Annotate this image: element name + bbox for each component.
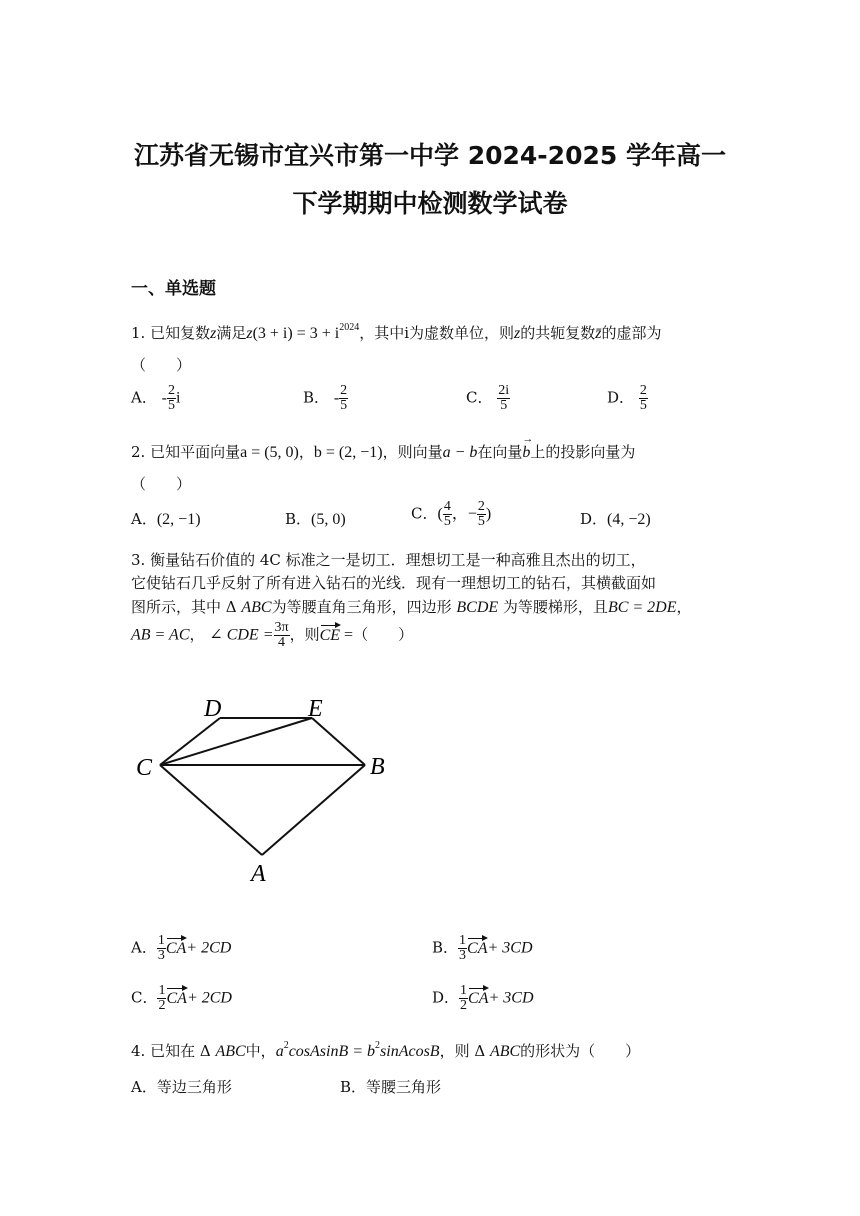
- q3-option-a-label: A．: [131, 938, 157, 957]
- q4-option-a[interactable]: [131, 1076, 232, 1097]
- q3-line4-c: =: [340, 626, 354, 644]
- question-4-stem: [131, 1040, 640, 1061]
- q3-option-c[interactable]: [131, 984, 232, 1013]
- q2-blank: （ ）: [131, 475, 192, 493]
- q4-prefix: 4. 已知在 Δ: [131, 1042, 216, 1060]
- q3-ce-vector: CE: [319, 626, 341, 644]
- label-c: C: [136, 755, 153, 781]
- q2-option-b-label: B．: [285, 510, 312, 528]
- label-a: A: [251, 861, 266, 887]
- q3-option-d-tail: + 3CD: [488, 989, 534, 1007]
- q2-option-c-den1: 5: [443, 514, 451, 529]
- q3-option-b-fraction: [458, 934, 467, 963]
- q3-option-a-fraction: [157, 934, 166, 963]
- q2-option-c-close: ): [485, 505, 492, 523]
- q1-option-c-num: 2i: [498, 383, 510, 398]
- q4-abc: ABC: [215, 1043, 246, 1060]
- section-heading: 一、单选题: [131, 279, 216, 299]
- q1-option-d-label: D．: [607, 388, 635, 407]
- q4-eq-tail: sinAcosB: [380, 1043, 440, 1060]
- q1-option-d[interactable]: [607, 384, 648, 413]
- edge-cd: [160, 718, 220, 765]
- q1-option-b-den: 5: [340, 398, 348, 413]
- q3-option-b-label: B．: [432, 938, 459, 957]
- q1-option-b-sign: -: [333, 389, 340, 407]
- q2-a-eq: a = (5, 0): [240, 444, 299, 461]
- q3-line3-d: ，: [676, 598, 692, 616]
- q1-eq-paren: (3 + i) = 3 + i: [252, 325, 340, 342]
- q1-option-a-sign: -: [161, 389, 167, 407]
- q3-option-d-num: 1: [460, 983, 468, 998]
- q4-option-a-text: 等边三角形: [156, 1078, 232, 1096]
- q1-option-a-den: 5: [167, 398, 175, 413]
- q3-option-d-fraction: [459, 984, 468, 1013]
- q2-option-a-value: (2, −1): [156, 511, 201, 528]
- q2-mid2: 在向量: [477, 443, 523, 461]
- q3-option-d-den: 2: [460, 998, 468, 1013]
- q2-mid: ，则向量: [382, 443, 443, 461]
- q3-option-b[interactable]: [432, 934, 533, 963]
- q2-option-c-fraction-2: [477, 500, 486, 529]
- q3-line3-a: 图所示，其中 Δ: [131, 598, 242, 616]
- q2-option-b[interactable]: [285, 508, 346, 529]
- q2-option-b-value: (5, 0): [311, 511, 346, 528]
- q1-z: z: [210, 325, 217, 342]
- q4-option-a-label: A．: [131, 1078, 157, 1096]
- q1-prefix: 1. 已知复数: [131, 324, 211, 342]
- q4-option-b-label: B．: [340, 1078, 367, 1096]
- q3-option-a[interactable]: [131, 934, 231, 963]
- label-d: D: [204, 696, 222, 722]
- q3-option-b-num: 1: [459, 933, 467, 948]
- q2-option-c-fraction-1: [443, 500, 452, 529]
- q1-eq-z: z: [246, 325, 253, 342]
- q1-blank: （ ）: [131, 356, 192, 374]
- q3-line2: 它使钻石几乎反射了所有进入钻石的光线．现有一理想切工的钻石，其横截面如: [131, 574, 657, 592]
- q1-option-a-num: 2: [167, 383, 175, 398]
- label-b: B: [370, 754, 385, 780]
- q1-tail: 的虚部为: [601, 324, 662, 342]
- q4-mid: 中，: [245, 1042, 276, 1060]
- q3-angle-fraction: [274, 621, 290, 650]
- q1-mid: ，其中i为虚数单位，则: [359, 324, 515, 342]
- edge-ab: [262, 765, 365, 855]
- q4-abc2: ABC: [489, 1043, 521, 1060]
- q1-cond: 满足: [216, 324, 247, 342]
- q1-option-b[interactable]: [303, 384, 348, 413]
- q1-eq-exp: 2024: [339, 322, 360, 333]
- q2-option-d-value: (4, −2): [607, 511, 651, 528]
- q2-option-a[interactable]: [131, 508, 201, 529]
- q2-option-c-num2: 2: [477, 499, 485, 514]
- q3-option-b-den: 3: [459, 948, 467, 963]
- q4-tail: 的形状为（ ）: [520, 1042, 641, 1060]
- edge-ce: [160, 718, 312, 765]
- q3-option-d-label: D．: [432, 988, 460, 1007]
- q2-option-c-open: (: [437, 505, 443, 523]
- q3-line3: [131, 596, 692, 617]
- q1-option-b-num: 2: [340, 383, 348, 398]
- q3-option-d[interactable]: [432, 984, 534, 1013]
- q2-option-c-sep: ，−: [451, 505, 477, 523]
- q1-option-a-label: A．: [131, 388, 157, 407]
- q1-option-a[interactable]: [131, 384, 180, 413]
- q1-mid2: 的共轭复数: [520, 324, 596, 342]
- q3-option-d-vector: CA: [468, 989, 489, 1007]
- q4-mid2: ，则 Δ: [439, 1042, 490, 1060]
- q2-option-d[interactable]: [580, 508, 651, 529]
- q2-option-c-label: C．: [411, 504, 438, 523]
- q3-ab-eq: AB = AC: [131, 626, 190, 644]
- q3-blank: （ ）: [353, 625, 414, 644]
- q2-prefix: 2. 已知平面向量: [131, 443, 241, 461]
- q1-option-b-label: B．: [303, 388, 330, 407]
- edge-ca: [160, 765, 262, 855]
- q3-line1: 3. 衡量钻石价值的 4C 标准之一是切工．理想切工是一种高雅且杰出的切工，: [131, 551, 646, 569]
- q3-option-b-vector: CA: [467, 939, 488, 957]
- q3-line3-c: 为等腰梯形，且: [498, 598, 608, 616]
- q2-b-vector: → b: [522, 444, 530, 462]
- q4-eq-mid: cosAsinB = b: [288, 1043, 376, 1060]
- q4-option-b[interactable]: [340, 1076, 441, 1097]
- q3-angle-num: 3π: [274, 620, 289, 635]
- q4-eq-sup1: 2: [283, 1040, 289, 1051]
- q2-tail: 上的投影向量为: [530, 443, 636, 461]
- q2-option-c-num1: 4: [443, 499, 451, 514]
- q3-option-b-tail: + 3CD: [487, 939, 533, 957]
- q2-option-a-label: A．: [131, 510, 157, 528]
- q3-option-c-num: 1: [158, 983, 166, 998]
- q3-option-a-tail: + 2CD: [186, 939, 232, 957]
- q3-angle: ∠ CDE =: [209, 626, 274, 644]
- q3-option-c-tail: + 2CD: [186, 989, 232, 1007]
- q1-z2: z: [514, 325, 521, 342]
- q2-amb: a − b: [442, 444, 478, 461]
- q1-zbar: z̄: [595, 325, 602, 342]
- q3-bc-eq: BC = 2DE: [607, 599, 677, 616]
- q3-line3-b: 为等腰直角三角形，四边形: [271, 598, 457, 616]
- q1-option-b-fraction: [339, 384, 348, 413]
- q1-option-a-i: i: [175, 389, 181, 407]
- q3-option-c-vector: CA: [166, 989, 187, 1007]
- q3-option-a-vector: CA: [165, 939, 187, 957]
- q3-angle-den: 4: [278, 635, 286, 650]
- q3-line4-b: ，则: [289, 625, 320, 644]
- q1-option-d-num: 2: [639, 383, 647, 398]
- q2-sep: ，: [298, 443, 314, 461]
- question-1-stem: [131, 322, 662, 343]
- page-title-line2: 下学期期中检测数学试卷: [292, 189, 568, 218]
- q1-option-c[interactable]: [466, 384, 510, 413]
- q1-option-d-fraction: [639, 384, 648, 413]
- label-e: E: [308, 696, 323, 722]
- q1-option-c-fraction: [497, 384, 510, 413]
- q3-option-a-num: 1: [157, 933, 165, 948]
- question-2-stem: [131, 441, 635, 462]
- q3-line4: [131, 621, 413, 650]
- q2-option-c-den2: 5: [477, 514, 485, 529]
- q3-abc: ABC: [241, 599, 272, 616]
- q3-option-c-fraction: [157, 984, 166, 1013]
- q1-option-a-fraction: [167, 384, 176, 413]
- edge-eb: [312, 718, 365, 765]
- q4-eq-a: a: [275, 1043, 284, 1060]
- q2-option-d-label: D．: [580, 510, 608, 528]
- q4-eq-sup2: 2: [375, 1040, 381, 1051]
- q3-option-c-den: 2: [158, 998, 166, 1013]
- q3-line4-a: ，: [189, 625, 205, 644]
- q1-option-c-den: 5: [500, 398, 508, 413]
- page-title-line1: 江苏省无锡市宜兴市第一中学 2024-2025 学年高一: [134, 141, 726, 170]
- diamond-cross-section-figure: [120, 680, 420, 890]
- q1-option-c-label: C．: [466, 388, 493, 407]
- q4-option-b-text: 等腰三角形: [366, 1078, 442, 1096]
- q3-option-a-den: 3: [157, 948, 165, 963]
- q2-option-c[interactable]: [411, 500, 491, 529]
- q2-b-eq: b = (2, −1): [313, 444, 383, 461]
- q3-option-c-label: C．: [131, 988, 158, 1007]
- q1-option-d-den: 5: [639, 398, 647, 413]
- q3-bcde: BCDE: [456, 599, 499, 616]
